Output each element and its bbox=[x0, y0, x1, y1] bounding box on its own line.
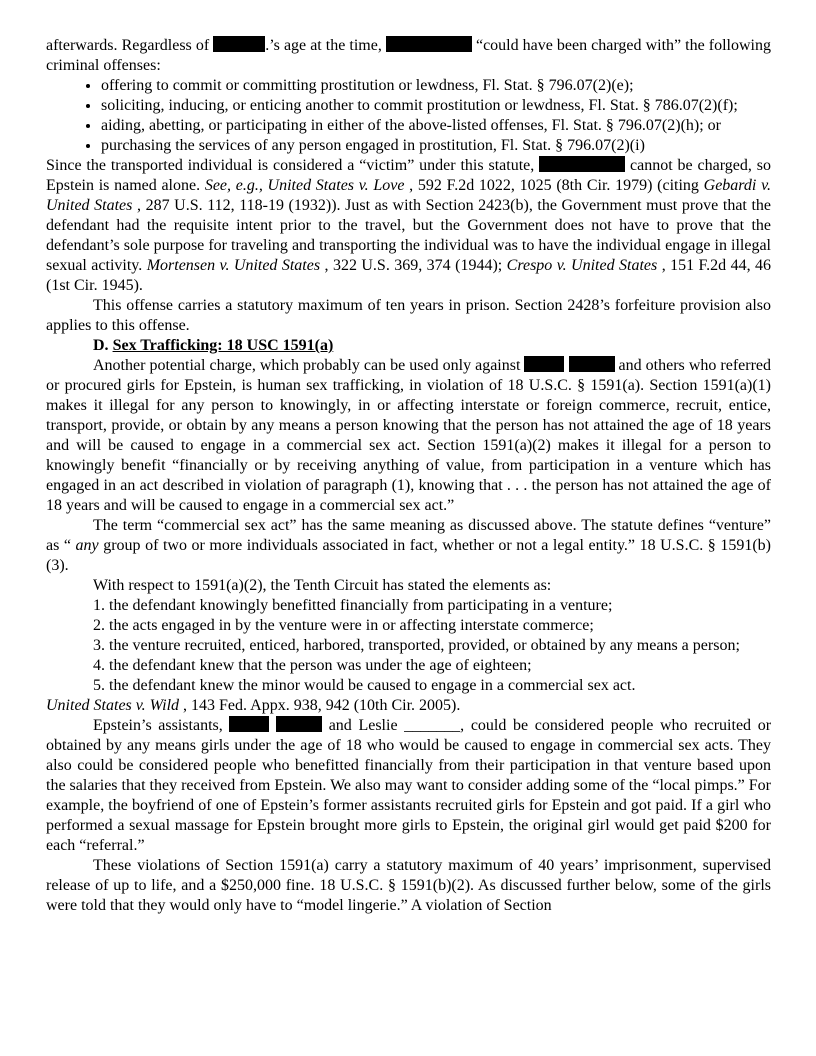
list-item: • purchasing the services of any person engaged in prostitution, Fl. Stat. § 796.07(2)(i) bbox=[101, 136, 771, 156]
redaction-block bbox=[213, 36, 265, 52]
element-item: 5. the defendant knew the minor would be caused to engage in a commercial sex act. bbox=[93, 677, 636, 694]
element-item: 2. the acts engaged in by the venture were in or affecting interstate commerce; bbox=[93, 617, 594, 634]
case-citation: United States v. Wild , 143 Fed. Appx. 938, 942 (10th Cir. 2005). bbox=[46, 697, 461, 714]
redaction-block bbox=[276, 716, 322, 732]
section-heading: D. Sex Trafficking: 18 USC 1591(a) bbox=[93, 337, 334, 354]
paragraph-statutory-maximum: These violations of Section 1591(a) carry a statutory maximum of 40 years’ imprisonment, supervised release of up to life, and a $250,000 fine. 18 U.S.C. § 1591(b)(2). As discussed further below, some of the girls were told that they would only have to “model lingerie.” A violation of Section bbox=[46, 857, 771, 914]
paragraph-offenses-intro: afterwards. Regardless of .’s age at the time, “could have been charged with” the following criminal offenses: bbox=[46, 37, 772, 74]
list-item: • aiding, abetting, or participating in either of the above-listed offenses, Fl. Stat. § 796.07(2)(h); or bbox=[101, 116, 771, 136]
document-page bbox=[46, 36, 771, 916]
redaction-block bbox=[569, 356, 615, 372]
redaction-block bbox=[229, 716, 269, 732]
paragraph-victim: Since the transported individual is considered a “victim” under this statute, cannot be charged, so Epstein is named alone. See, e.g., United States v. Love , 592 F.2d 1022, 1025 (8th Cir. 1979) (citing Gebardi v. United States , 287 U.S. 112, 118-19 (1932)). Just as with Section 2423(b), the Government must prove that the defendant had the requisite intent prior to the travel, but the Government does not have to prove that the defendant’s sole purpose for traveling and transporting the individual was to have the individual engage in illegal sexual activity. Mortensen v. United States , 322 U.S. 369, 374 (1944); Crespo v. United States , 151 F.2d 44, 46 (1st Cir. 1945). bbox=[46, 157, 772, 294]
paragraph-elements-intro: With respect to 1591(a)(2), the Tenth Circuit has stated the elements as: bbox=[93, 577, 552, 594]
redaction-block bbox=[386, 36, 472, 52]
redaction-block bbox=[539, 156, 625, 172]
redaction-block bbox=[524, 356, 564, 372]
offense-list bbox=[46, 76, 771, 156]
element-item: 4. the defendant knew that the person was under the age of eighteen; bbox=[93, 657, 532, 674]
element-item: 3. the venture recruited, enticed, harbored, transported, provided, or obtained by any means a person; bbox=[93, 637, 740, 654]
list-item: • offering to commit or committing prostitution or lewdness, Fl. Stat. § 796.07(2)(e); bbox=[101, 76, 771, 96]
paragraph-penalty: This offense carries a statutory maximum of ten years in prison. Section 2428’s forfeiture provision also applies to this offense. bbox=[46, 297, 771, 334]
list-item: • soliciting, inducing, or enticing another to commit prostitution or lewdness, Fl. Stat. § 786.07(2)(f); bbox=[101, 96, 771, 116]
paragraph-sex-trafficking: Another potential charge, which probably can be used only against and others who referred or procured girls for Epstein, is human sex trafficking, in violation of 18 U.S.C. § 1591(a). Section 1591(a)(1) makes it illegal for any person to knowingly, in or affecting interstate or foreign commerce, recruit, entice, transport, provide, or obtain by any means a person knowing that the person has not attained the age of 18 years and will be caused to engage in a commercial sex act. Section 1591(a)(2) makes it illegal for a person to knowingly benefit “financially or by receiving anything of value, from participation in a venture which has engaged in an act described in violation of paragraph (1), knowing that . . . the person has not attained the age of 18 years and will be caused to engage in a commercial sex act.” bbox=[46, 357, 772, 514]
element-item: 1. the defendant knowingly benefitted financially from participating in a venture; bbox=[93, 597, 613, 614]
paragraph-assistants: Epstein’s assistants, and Leslie _______, could be considered people who recruited or obtained by any means girls under the age of 18 who would be caused to engage in commercial sex acts. They also could be considered people who benefitted financially from their participation in that venture based upon the salaries that they received from Epstein. We also may want to consider adding some of the “local pimps.” For example, the boyfriend of one of Epstein’s former assistants recruited girls for Epstein and got paid. If a girl who performed a sexual massage for Epstein brought more girls to Epstein, the original girl would get paid $200 for each “referral.” bbox=[46, 717, 772, 854]
paragraph-venture-definition: The term “commercial sex act” has the same meaning as discussed above. The statute defines “venture” as “ any group of two or more individuals associated in fact, whether or not a legal entity.” 18 U.S.C. § 1591(b)(3). bbox=[46, 517, 771, 574]
